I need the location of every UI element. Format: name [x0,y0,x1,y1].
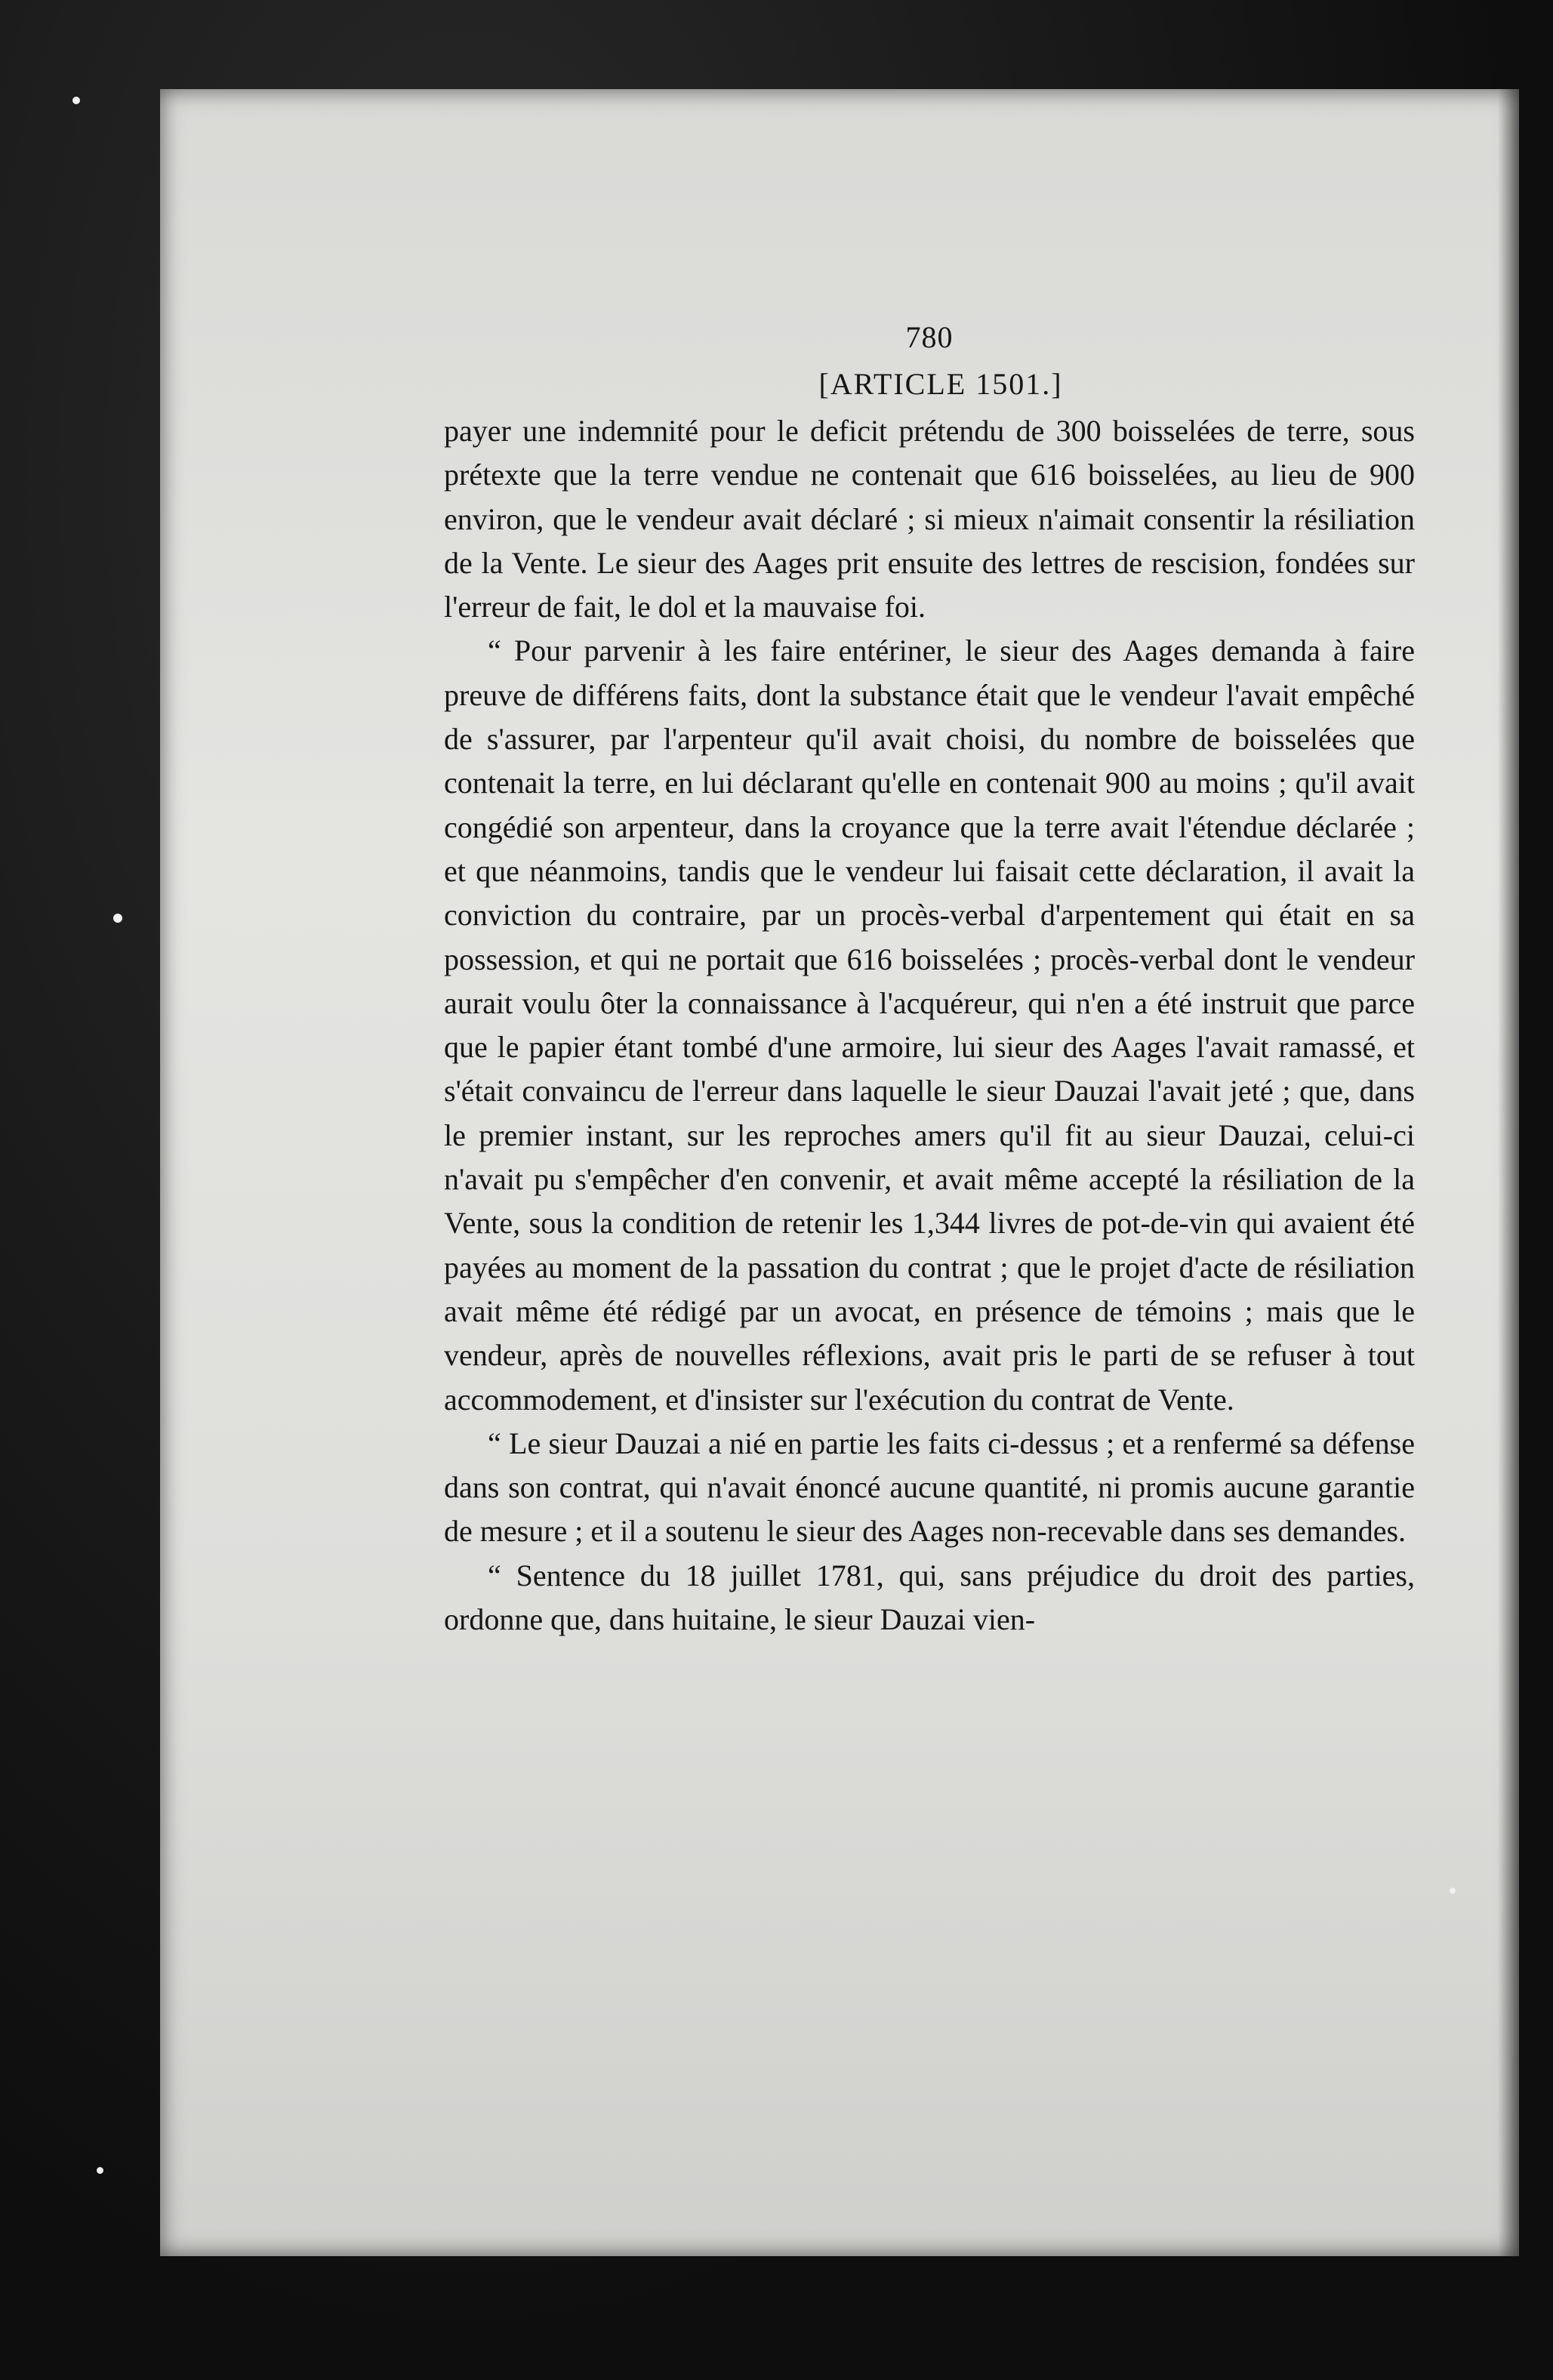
page-number: 780 [905,320,954,354]
dust-speck [113,914,122,923]
paragraph: “ Pour parvenir à les faire entériner, le sieur des Aages demanda à faire preuve de différens faits, dont la substance était que le vendeur l'avait empêché de s'assurer, par l'arpenteur qu'il avait choisi, du nombre de boisselées que contenait la terre, en lui déclarant qu'elle en contenait 900 au moins ; qu'il avait congédié son arpenteur, dans la croyance que la terre avait l'étendue déclarée ; et que néanmoins, tandis que le vendeur lui faisait cette déclaration, il avait la conviction du contraire, par un procès-verbal d'arpentement qui était en sa possession, et qui ne portait que 616 boisselées ; procès-verbal dont le vendeur aurait voulu ôter la connaissance à l'acquéreur, qui n'en a été instruit que parce que le papier étant tombé d'une armoire, lui sieur des Aages l'avait ramassé, et s'était convaincu de l'erreur dans laquelle le sieur Dauzai l'avait jeté ; que, dans le premier instant, sur les reproches amers qu'il fit au sieur Dauzai, celui-ci n'avait pu s'empêcher d'en convenir, et avait même accepté la résiliation de la Vente, sous la condition de retenir les 1,344 livres de pot-de-vin qui avaient été payées au moment de la passation du contrat ; que le projet d'acte de résiliation avait même été rédigé par un avocat, en présence de témoins ; mais que le vendeur, après de nouvelles réflexions, avait pris le parti de se refuser à tout accommodement, et d'insister sur l'exécution du contrat de Vente. [444,634,1415,1417]
article-heading: [ARTICLE 1501.] [818,367,1063,401]
dust-speck [97,2167,103,2174]
dust-speck [72,97,80,104]
paragraph: “ Le sieur Dauzai a nié en partie les faits ci-dessus ; et a renfermé sa défense dans son contrat, qui n'avait énoncé aucune quantité, ni promis aucune garantie de mesure ; et il a soutenu le sieur des Aages non-recevable dans ses demandes. [444,1426,1415,1549]
paragraph: “ Sentence du 18 juillet 1781, qui, sans préjudice du droit des parties, ordonne que, dans huitaine, le sieur Dauzai vien- [444,1558,1415,1637]
dust-speck [1450,1888,1456,1894]
page-edge-shadow [1498,89,1519,2256]
paragraph: payer une indemnité pour le deficit prétendu de 300 boisselées de terre, sous prétexte que la terre vendue ne contenait que 616 boisselées, au lieu de 900 environ, que le vendeur avait déclaré ; si mieux n'aimait consentir la résiliation de la Vente. Le sieur des Aages prit ensuite des lettres de rescision, fondées sur l'erreur de fait, le dol et la mauvaise foi. [444,414,1415,624]
page-text [444,316,1415,1642]
